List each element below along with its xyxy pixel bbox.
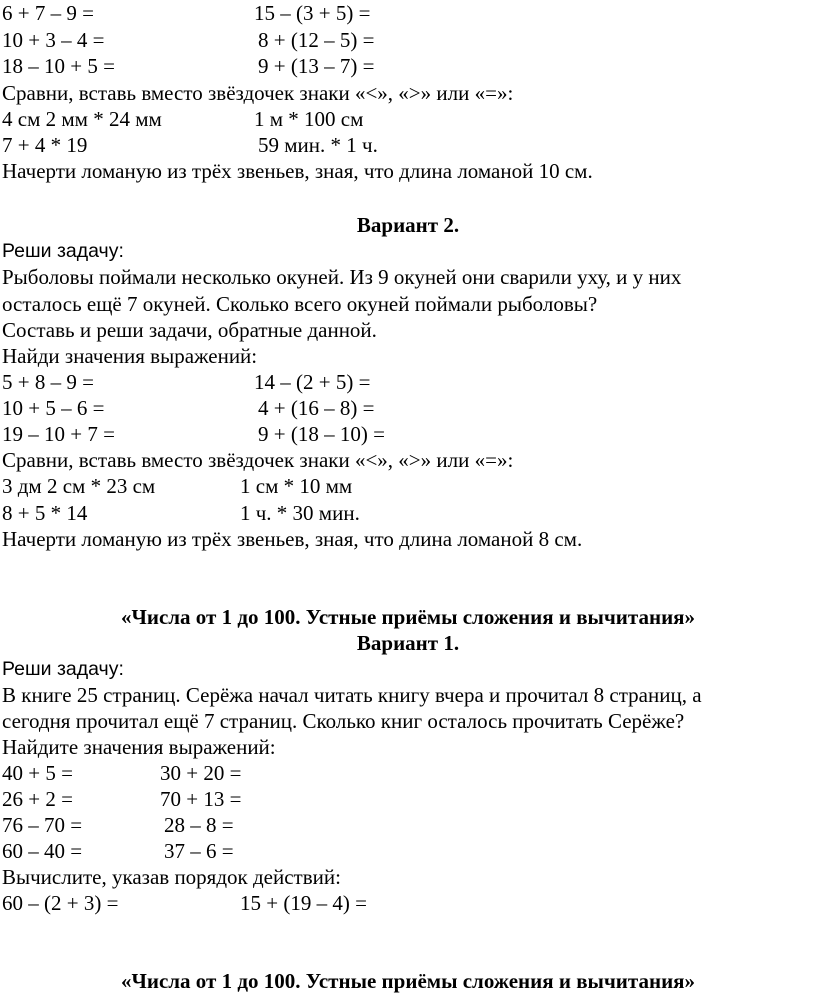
expression: 15 + (19 – 4) = <box>240 891 367 915</box>
expression: 14 – (2 + 5) = <box>254 370 371 394</box>
expression-row <box>2 27 375 53</box>
instruction-text: Реши задачу: <box>2 658 124 680</box>
instruction-text: Найди значения выражений: <box>2 344 258 368</box>
expression-row <box>2 369 371 395</box>
expression: 4 + (16 – 8) = <box>258 396 375 420</box>
instruction-text: Начерти ломаную из трёх звеньев, зная, что длина ломаной 10 см. <box>2 159 593 183</box>
comparison-row <box>2 106 364 132</box>
comparison-row <box>2 473 353 499</box>
expression-row <box>2 786 242 812</box>
expression: 18 – 10 + 5 = <box>2 54 115 78</box>
expression-row <box>2 53 375 79</box>
section-heading: Вариант 2. <box>356 213 460 237</box>
expression: 5 + 8 – 9 = <box>2 370 94 394</box>
task-text: сегодня прочитал ещё 7 страниц. Сколько книг осталось прочитать Серёже? <box>2 709 685 733</box>
instruction-text: Сравни, вставь вместо звёздочек знаки «<», «>» или «=»: <box>2 448 514 472</box>
topic-heading: «Числа от 1 до 100. Устные приёмы сложения и вычитания» <box>120 605 696 629</box>
expression-row <box>2 838 234 864</box>
expression-row <box>2 890 367 916</box>
instruction-text: Вычислите, указав порядок действий: <box>2 865 341 889</box>
instruction-text: Составь и реши задачи, обратные данной. <box>2 318 377 342</box>
comparison: 59 мин. * 1 ч. <box>258 133 378 157</box>
comparison-row <box>2 132 378 158</box>
comparison: 1 ч. * 30 мин. <box>240 501 360 525</box>
expression: 70 + 13 = <box>160 787 242 811</box>
expression: 19 – 10 + 7 = <box>2 422 115 446</box>
expression: 9 + (18 – 10) = <box>258 422 385 446</box>
topic-heading: «Числа от 1 до 100. Устные приёмы сложения и вычитания» <box>120 969 696 993</box>
instruction-text: Сравни, вставь вместо звёздочек знаки «<», «>» или «=»: <box>2 81 514 105</box>
expression: 8 + (12 – 5) = <box>258 28 375 52</box>
task-text: В книге 25 страниц. Серёжа начал читать книгу вчера и прочитал 8 страниц, а <box>2 683 702 707</box>
comparison: 7 + 4 * 19 <box>2 133 88 157</box>
task-text: Рыболовы поймали несколько окуней. Из 9 окуней они сварили уху, и у них <box>2 265 682 289</box>
expression: 6 + 7 – 9 = <box>2 1 94 25</box>
expression: 60 – (2 + 3) = <box>2 891 119 915</box>
comparison: 3 дм 2 см * 23 см <box>2 474 156 498</box>
expression: 76 – 70 = <box>2 813 83 837</box>
expression: 37 – 6 = <box>164 839 234 863</box>
expression: 60 – 40 = <box>2 839 83 863</box>
task-text: осталось ещё 7 окуней. Сколько всего окуней поймали рыболовы? <box>2 292 598 316</box>
expression: 10 + 5 – 6 = <box>2 396 105 420</box>
comparison: 1 м * 100 см <box>254 107 364 131</box>
expression: 30 + 20 = <box>160 761 242 785</box>
expression-row <box>2 421 385 447</box>
expression: 15 – (3 + 5) = <box>254 1 371 25</box>
comparison: 1 см * 10 мм <box>240 474 353 498</box>
section-heading: Вариант 1. <box>356 631 460 655</box>
expression-row <box>2 812 234 838</box>
comparison: 8 + 5 * 14 <box>2 501 88 525</box>
expression: 40 + 5 = <box>2 761 73 785</box>
expression: 9 + (13 – 7) = <box>258 54 375 78</box>
instruction-text: Начерти ломаную из трёх звеньев, зная, что длина ломаной 8 см. <box>2 527 583 551</box>
expression: 28 – 8 = <box>164 813 234 837</box>
expression-row <box>2 395 375 421</box>
expression: 26 + 2 = <box>2 787 73 811</box>
expression-row <box>2 760 242 786</box>
instruction-text: Реши задачу: <box>2 240 124 262</box>
expression-row <box>2 0 371 26</box>
comparison-row <box>2 500 360 526</box>
comparison: 4 см 2 мм * 24 мм <box>2 107 162 131</box>
instruction-text: Найдите значения выражений: <box>2 735 276 759</box>
expression: 10 + 3 – 4 = <box>2 28 105 52</box>
